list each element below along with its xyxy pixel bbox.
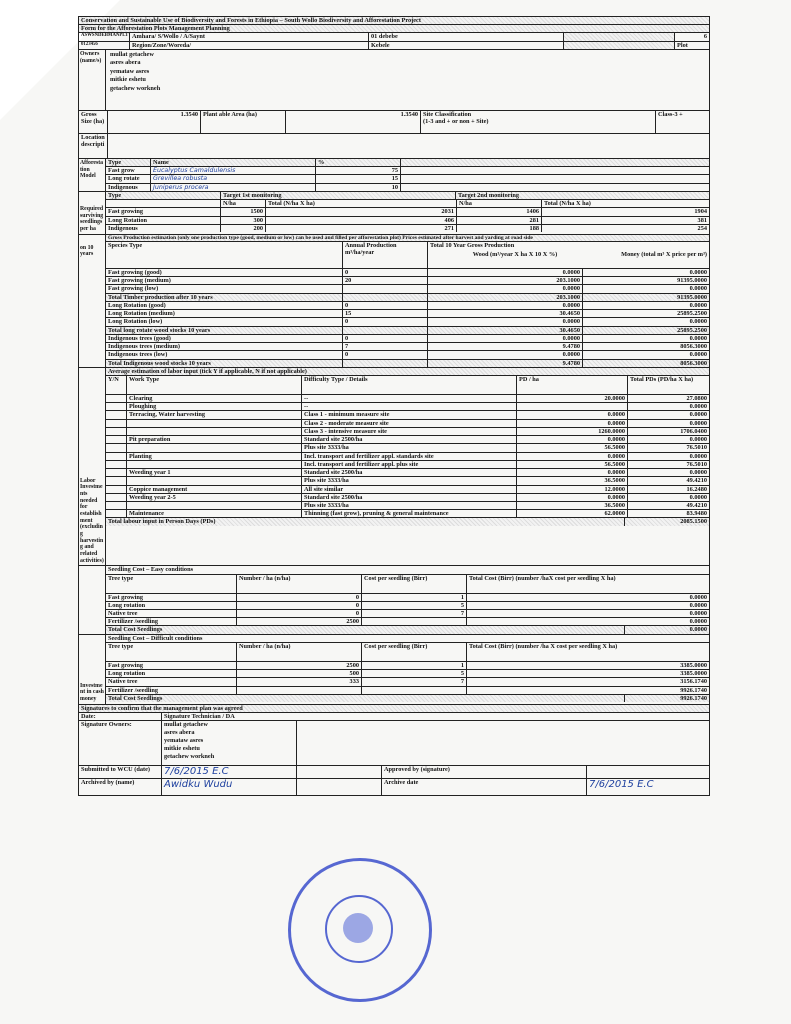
production-row: Long Rotation (good) 0 0.0000 0.0000 (108, 301, 707, 309)
form-title-row (78, 16, 710, 25)
production-row: Total Indigenous wood stocks 10 years 9.4780 8056.3000 (108, 359, 707, 367)
annual-production-header: Annual Production m³/ha/year (343, 242, 428, 268)
cost-row: Fertilizer /seedling 9926.1740 (108, 686, 707, 694)
emblem-icon (343, 913, 373, 943)
signature-owner: mitkie eshetu (164, 745, 200, 753)
cost-difficult-heading: Seedling Cost – Difficult conditions (108, 634, 203, 642)
total10-header: Total 10 Year Gross Production (430, 241, 515, 249)
signature-owner: getachew workneh (164, 753, 215, 761)
plot-label: Plot (677, 41, 688, 49)
labor-row: Terracing, Water harvesting Class 1 - minimum measure site 0.0000 0.0000 (106, 411, 709, 419)
production-row: Indigenous trees (medium) 7 9.4780 8056.3000 (108, 343, 707, 351)
yn-header: Y/N (106, 376, 127, 394)
production-row: Total Timber production after 10 years 203.1000 91395.0000 (108, 293, 707, 301)
money-header: Money (total m³ X price per m³) (621, 251, 707, 259)
pd-header: PD / ha (517, 376, 628, 394)
labor-row: Pit preparation Standard site 2500/ha 0.0000 0.0000 (106, 436, 709, 444)
labor-row: Incl. transport and fertilizer appl. plus site 56.5000 76.5010 (106, 461, 709, 469)
cost-row: Long rotation 0 5 0.0000 (108, 601, 707, 609)
planning-form (78, 16, 710, 796)
production-side-label: on 10 years (79, 235, 106, 367)
labor-row: Maintenance Thinning (fast grow), pruning & general maintenance 62.0000 83.9480 (106, 510, 709, 518)
target1-header: Target 1st monitoring (221, 192, 456, 199)
location-header-row (78, 33, 710, 41)
site-class-label: Site Classification (423, 110, 472, 118)
production-heading: Gross Production estimation (only one production type (good, medium or low) can be used and filled per afforestation plot) Prices estimated after harvest and yarding at road side (108, 234, 533, 241)
afforestation-row: Fast grow Eucalyptus Camaldulensis 75 (106, 167, 709, 175)
production-row: Fast growing (low) 0.0000 0.0000 (108, 285, 707, 293)
work-type-header: Work Type (127, 376, 302, 394)
signatures-heading: Signatures to confirm that the management plan was agreed (81, 704, 243, 712)
form-title: Conservation and Sustainable Use of Biodiversity and Forests in Ethiopia – South Wollo Biodiversity and Afforestation Project (81, 17, 421, 24)
investment-side-label: Investme nt in cash money (79, 635, 106, 704)
plantable-label: Plant able Area (ha) (201, 111, 286, 133)
archived-row (78, 779, 710, 796)
production-row: Long Rotation (low) 0 0.0000 0.0000 (108, 318, 707, 326)
seedling-type-header: Type (106, 192, 221, 199)
plot-value: 6 (703, 33, 707, 41)
labor-heading: Average estimation of labor input (tick Y if applicable, N if not applicable) (108, 367, 307, 375)
seedling-row: Indigenous 200 271 188 254 (108, 224, 707, 232)
afforestation-row: Long rotate Grevillea robusta 15 (106, 175, 709, 183)
gross-size-row (78, 111, 710, 134)
owner-name: mitkie eshetu (110, 76, 146, 84)
signatures-heading-row (78, 705, 710, 713)
signature-owner: asres abera (164, 729, 195, 737)
location-label: Location descripti (79, 134, 108, 158)
production-row: Indigenous trees (low) 0 0.0000 0.0000 (108, 351, 707, 359)
labor-row: Class 2 - moderate measure site 0.0000 0.0000 (106, 420, 709, 428)
total-pd-header: Total PDs (PD/ha X ha) (630, 375, 694, 383)
archive-date-value: 7/6/2015 E.C (589, 779, 654, 791)
production-section (78, 235, 710, 368)
labor-row: Clearing -- 20.0000 27.0800 (106, 395, 709, 403)
labor-row: Plus site 3333/ha 56.5000 76.5010 (106, 444, 709, 452)
labor-row: Plus site 3333/ha 36.5000 49.4210 (106, 502, 709, 510)
cost-row: Fast growing 2500 1 3385.0000 (108, 661, 707, 669)
target2-header: Target 2nd monitoring (458, 191, 519, 199)
archived-label: Archived by (name) (79, 779, 162, 795)
cost-row: Fertilizer /seedling 2500 0.0000 (108, 618, 707, 626)
production-row: Long Rotation (medium) 15 30.4650 25895.2500 (108, 310, 707, 318)
production-row: Fast growing (good) 0 0.0000 0.0000 (108, 268, 707, 276)
technician-label: Signature Technician / DA (164, 712, 235, 720)
wood-header: Wood (m³/year X ha X 10 X %) (472, 251, 558, 259)
signature-owner: yemataw asres (164, 737, 204, 745)
cost-difficult-section: Investme nt in cash money Seedling Cost – Difficult conditions Tree type Number / ha (n/ha) Cost per seedling (Birr) Total Cost (Birr) (number /ha X cost per seedling X ha) Fast growing 2500 1 3385.0000 Long rotation 500 5 3385.0000 Native tree 333 7 3156.1740 Fertilizer /seedling 9926.1740 Total Cost Seedlings 9926.1740 (78, 635, 710, 705)
region-label: Region/Zone/Woreda/ (130, 42, 369, 49)
owner-name: getachew workneh (110, 84, 161, 92)
owner-name: mullat getachew (110, 50, 154, 58)
code-label: ASWSNDEBMANPLT (79, 33, 130, 40)
kebele-value: 01 debebe (369, 33, 564, 40)
percent-header: % (316, 159, 401, 166)
site-class-value: Class-3 + (658, 110, 683, 118)
labor-row: Class 3 - intensive measure site 1260.0000 1706.0400 (106, 428, 709, 436)
labor-row: Weeding year 1 Standard site 2500/ha 0.0000 0.0000 (106, 469, 709, 477)
production-row: Total long rotate wood stocks 10 years 30.4650 25895.2500 (108, 326, 707, 334)
labor-total-row: Total labour input in Person Days (PDs) 2085.1500 (108, 518, 707, 526)
plantable-value: 1.3540 (286, 111, 421, 133)
archived-value: Awidku Wudu (162, 779, 297, 795)
cost-easy-heading: Seedling Cost – Easy conditions (108, 566, 194, 574)
cost-easy-total-row: Total Cost Seedlings 0.0000 (108, 626, 707, 634)
cost-row: Native tree 0 7 0.0000 (108, 609, 707, 617)
official-stamp (288, 858, 432, 1002)
cost-row: Fast growing 0 1 0.0000 (108, 593, 707, 601)
submitted-row (78, 766, 710, 779)
owner-name: asres abera (110, 59, 141, 67)
seedling-row: Fast growing 1500 2031 1406 1904 (108, 208, 707, 216)
labor-side-label: Labor Investme nts needed for establish ment (excludin g harvestin g and related activities) (79, 368, 106, 566)
gross-size-label: Gross Size (ha) (79, 111, 108, 133)
seedlings-section: Required surviving seedlings per ha Type Target 1st monitoring Target 2nd monitoring N/ha Total (N/ha X ha) N/ha Total (N/ha X ha) Fast growing 1500 2031 1406 1904 Long Rotation 300 406 281 381 Indigenous 200 271 188 254 (78, 192, 710, 235)
labor-row: Weeding year 2-5 Standard site 2500/ha 0.0000 0.0000 (106, 494, 709, 502)
kebele-label: Kebele (369, 42, 564, 49)
afforestation-row: Indigenous Juniperus procera 10 (106, 184, 709, 191)
submitted-value: 7/6/2015 E.C (162, 766, 297, 778)
name-header: Name (151, 159, 316, 166)
archive-date-label: Archive date (382, 779, 587, 795)
cost-row: Native tree 333 7 3156.1740 (108, 678, 707, 686)
form-subtitle-row (78, 25, 710, 33)
amhara-label: Amhara/ S/Wollo / A/Saynt (130, 33, 369, 40)
owners-label: Owners (name/s) (79, 50, 106, 110)
region-row (78, 42, 710, 50)
approved-label: Approved by (signature) (382, 766, 587, 778)
seedlings-label: Required surviving seedlings per ha (79, 192, 106, 234)
type-header: Type (106, 159, 151, 166)
afforestation-section (78, 159, 710, 192)
cost-difficult-total-row: Total Cost Seedlings 9926.1740 (108, 694, 707, 702)
form-subtitle: Form for the Afforestation Plots Management Planning (81, 25, 230, 33)
location-row (78, 134, 710, 159)
labor-row: Planting Incl. transport and fertilizer appl. standards site 0.0000 0.0000 (106, 453, 709, 461)
cost-row: Long rotation 500 5 3385.0000 (108, 670, 707, 678)
labor-row: Ploughing -- 0.0000 (106, 403, 709, 411)
site-class-note: (1-3 and + or non + Site) (423, 118, 489, 126)
cost-easy-section: Seedling Cost – Easy conditions Tree type Number / ha (n/ha) Cost per seedling (Birr) Total Cost (Birr) (number /haX cost per seedling X ha) Fast growing 0 1 0.0000 Long rotation 0 5 0.0000 Native tree 0 7 0.0000 Fertilizer /seedling 2500 0.0000 Total Cost Seedlings 0.0000 (78, 566, 710, 634)
difficulty-header: Difficulty Type / Details (302, 376, 517, 394)
submitted-label: Submitted to WCU (date) (79, 766, 162, 778)
gross-size-value: 1.3540 (108, 111, 201, 133)
production-row: Fast growing (medium) 20 203.1000 91395.0000 (108, 277, 707, 285)
owners-section (78, 50, 710, 111)
signature-owners-row (78, 721, 710, 766)
date-label: Date: (79, 713, 162, 720)
code2-label: 0123456 (79, 42, 130, 49)
seedling-row: Long Rotation 300 406 281 381 (108, 216, 707, 224)
labor-row: Plus site 3333/ha 36.5000 49.4210 (106, 477, 709, 485)
labor-section (78, 368, 710, 567)
species-type-header: Species Type (106, 242, 343, 268)
labor-row: Coppice management All site similar 12.0000 16.2480 (106, 486, 709, 494)
owner-name: yemataw asres (110, 67, 150, 75)
afforestation-label: Afforesta tion Model (79, 159, 106, 191)
production-row: Indigenous trees (good) 0 0.0000 0.0000 (108, 334, 707, 342)
signature-owner: mullat getachew (164, 721, 208, 729)
signature-owners-label: Signature Owners: (79, 721, 162, 765)
